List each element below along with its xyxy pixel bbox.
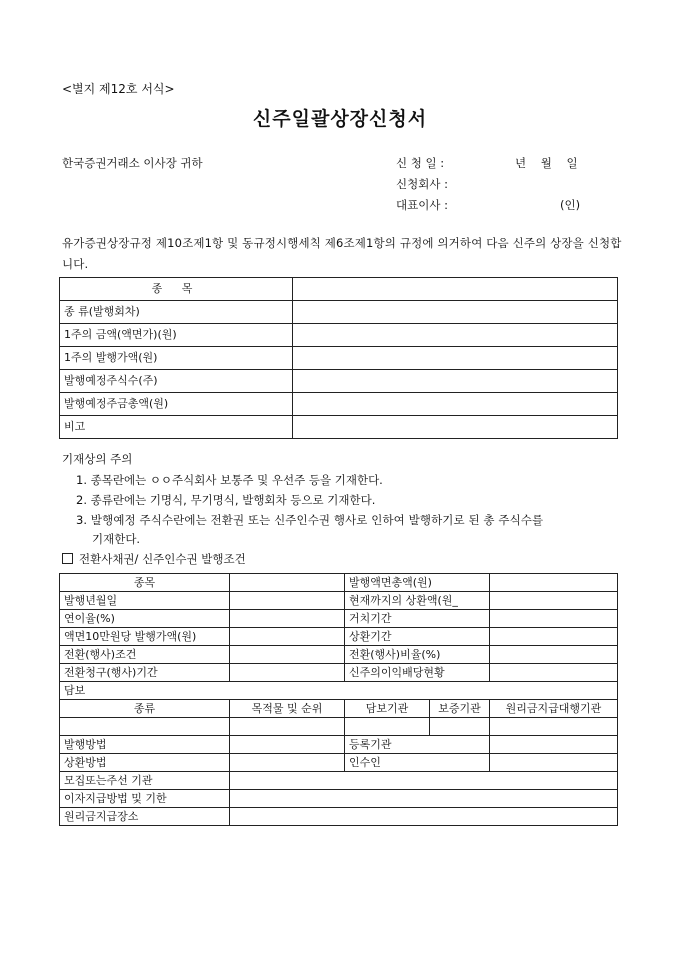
- table-row: [60, 700, 618, 718]
- repay-method-label: 상환방법: [60, 754, 230, 772]
- intro-paragraph: 유가증권상장규정 제10조제1항 및 동규정시행세칙 제6조제1항의 규정에 의거하여 다음 신주의 상장을 신청합니다.: [62, 236, 622, 271]
- table-row: [60, 416, 618, 439]
- price-per-label: 액면10만원당 발행가액(원): [60, 628, 230, 646]
- recipient-line: 한국증권거래소 이사장 귀하: [62, 156, 203, 170]
- collateral-label: 담보: [60, 682, 618, 700]
- price-per-field[interactable]: [230, 628, 345, 646]
- table-row: [60, 347, 618, 370]
- table-row: [60, 718, 618, 736]
- row-label: 발행예정주금총액(원): [60, 393, 293, 416]
- stock-type-field[interactable]: [293, 301, 618, 324]
- remarks-field[interactable]: [293, 416, 618, 439]
- stock-field[interactable]: [230, 574, 345, 592]
- stock-label: 종목: [60, 574, 230, 592]
- conv-cond-field[interactable]: [230, 646, 345, 664]
- redeemed-field[interactable]: [490, 592, 618, 610]
- table-row: [60, 393, 618, 416]
- table-row: [60, 664, 618, 682]
- table-row: [60, 736, 618, 754]
- seal-mark: (인): [560, 198, 581, 212]
- table-row: [60, 301, 618, 324]
- kind-field[interactable]: [60, 718, 230, 736]
- interest-method-label: 이자지급방법 및 기한: [60, 790, 230, 808]
- payment-place-field[interactable]: [230, 808, 618, 826]
- table-row: [60, 628, 618, 646]
- grace-field[interactable]: [490, 610, 618, 628]
- application-date-label: 신 청 일 :: [396, 156, 445, 170]
- table-row: [60, 772, 618, 790]
- payment-place-label: 원리금지급장소: [60, 808, 230, 826]
- repay-period-field[interactable]: [490, 628, 618, 646]
- par-value-field[interactable]: [293, 324, 618, 347]
- note-item-continued: 기재한다.: [92, 532, 141, 546]
- note-item: 2. 종류란에는 기명식, 무기명식, 발행회차 등으로 기재한다.: [76, 493, 376, 507]
- note-item: 1. 종목란에는 ㅇㅇ주식회사 보통주 및 우선주 등을 기재한다.: [76, 473, 383, 487]
- face-total-label: 발행액면총액(원): [345, 574, 490, 592]
- form-number-label: <별지 제12호 서식>: [62, 82, 175, 96]
- guarantor-field[interactable]: [430, 718, 490, 736]
- stock-name-field[interactable]: [293, 278, 618, 301]
- issue-price-field[interactable]: [293, 347, 618, 370]
- table-row: [60, 754, 618, 772]
- table-row: [60, 370, 618, 393]
- dividend-label: 신주의이익배당현황: [345, 664, 490, 682]
- object-rank-field[interactable]: [230, 718, 345, 736]
- table-row: [60, 610, 618, 628]
- issue-method-label: 발행방법: [60, 736, 230, 754]
- table-row: [60, 682, 618, 700]
- registrar-label: 등록기관: [345, 736, 490, 754]
- redeemed-label: 현재까지의 상환액(원_: [345, 592, 490, 610]
- row-label: 1주의 금액(액면가)(원): [60, 324, 293, 347]
- collateral-org-field[interactable]: [345, 718, 430, 736]
- guarantor-header: 보증기관: [430, 700, 490, 718]
- table-row: [60, 808, 618, 826]
- rate-label: 연이율(%): [60, 610, 230, 628]
- conv-ratio-label: 전환(행사)비율(%): [345, 646, 490, 664]
- interest-method-field[interactable]: [230, 790, 618, 808]
- payment-agent-header: 원리금지급대행기관: [490, 700, 618, 718]
- note-item: 3. 발행예정 주식수란에는 전환권 또는 신주인수권 행사로 인하여 발행하기로 된 총 주식수를: [76, 513, 544, 527]
- underwriter-field[interactable]: [490, 754, 618, 772]
- application-date-value[interactable]: 년 월 일: [515, 156, 578, 170]
- repay-method-field[interactable]: [230, 754, 345, 772]
- table-row: [60, 574, 618, 592]
- conv-period-field[interactable]: [230, 664, 345, 682]
- payment-agent-field[interactable]: [490, 718, 618, 736]
- share-count-field[interactable]: [293, 370, 618, 393]
- bond-conditions-table: [59, 573, 618, 826]
- row-label: 발행예정주식수(주): [60, 370, 293, 393]
- repay-period-label: 상환기간: [345, 628, 490, 646]
- conv-period-label: 전환청구(행사)기간: [60, 664, 230, 682]
- registrar-field[interactable]: [490, 736, 618, 754]
- dividend-field[interactable]: [490, 664, 618, 682]
- ceo-label: 대표이사 :: [396, 198, 448, 212]
- table-row: [60, 646, 618, 664]
- section2-title: 전환사채권/ 신주인수권 발행조건: [79, 552, 246, 566]
- stock-info-table: [59, 277, 618, 439]
- applicant-company-label: 신청회사 :: [396, 177, 448, 191]
- total-amount-field[interactable]: [293, 393, 618, 416]
- face-total-field[interactable]: [490, 574, 618, 592]
- table-row: [60, 278, 618, 301]
- collateral-org-header: 담보기관: [345, 700, 430, 718]
- stock-name-header: 종 목: [60, 278, 293, 301]
- placement-field[interactable]: [230, 772, 618, 790]
- conv-ratio-field[interactable]: [490, 646, 618, 664]
- notes-title: 기재상의 주의: [62, 452, 133, 466]
- issue-date-label: 발행년월일: [60, 592, 230, 610]
- placement-label: 모집또는주선 기관: [60, 772, 230, 790]
- row-label: 1주의 발행가액(원): [60, 347, 293, 370]
- section2-heading: [62, 551, 246, 567]
- grace-label: 거치기간: [345, 610, 490, 628]
- row-label: 비고: [60, 416, 293, 439]
- table-row: [60, 324, 618, 347]
- issue-date-field[interactable]: [230, 592, 345, 610]
- conv-cond-label: 전환(행사)조건: [60, 646, 230, 664]
- object-rank-header: 목적물 및 순위: [230, 700, 345, 718]
- kind-header: 종류: [60, 700, 230, 718]
- underwriter-label: 인수인: [345, 754, 490, 772]
- row-label: 종 류(발행회차): [60, 301, 293, 324]
- table-row: [60, 790, 618, 808]
- checkbox-square-icon: [62, 553, 73, 564]
- rate-field[interactable]: [230, 610, 345, 628]
- document-title: 신주일괄상장신청서: [252, 108, 428, 130]
- table-row: [60, 592, 618, 610]
- issue-method-field[interactable]: [230, 736, 345, 754]
